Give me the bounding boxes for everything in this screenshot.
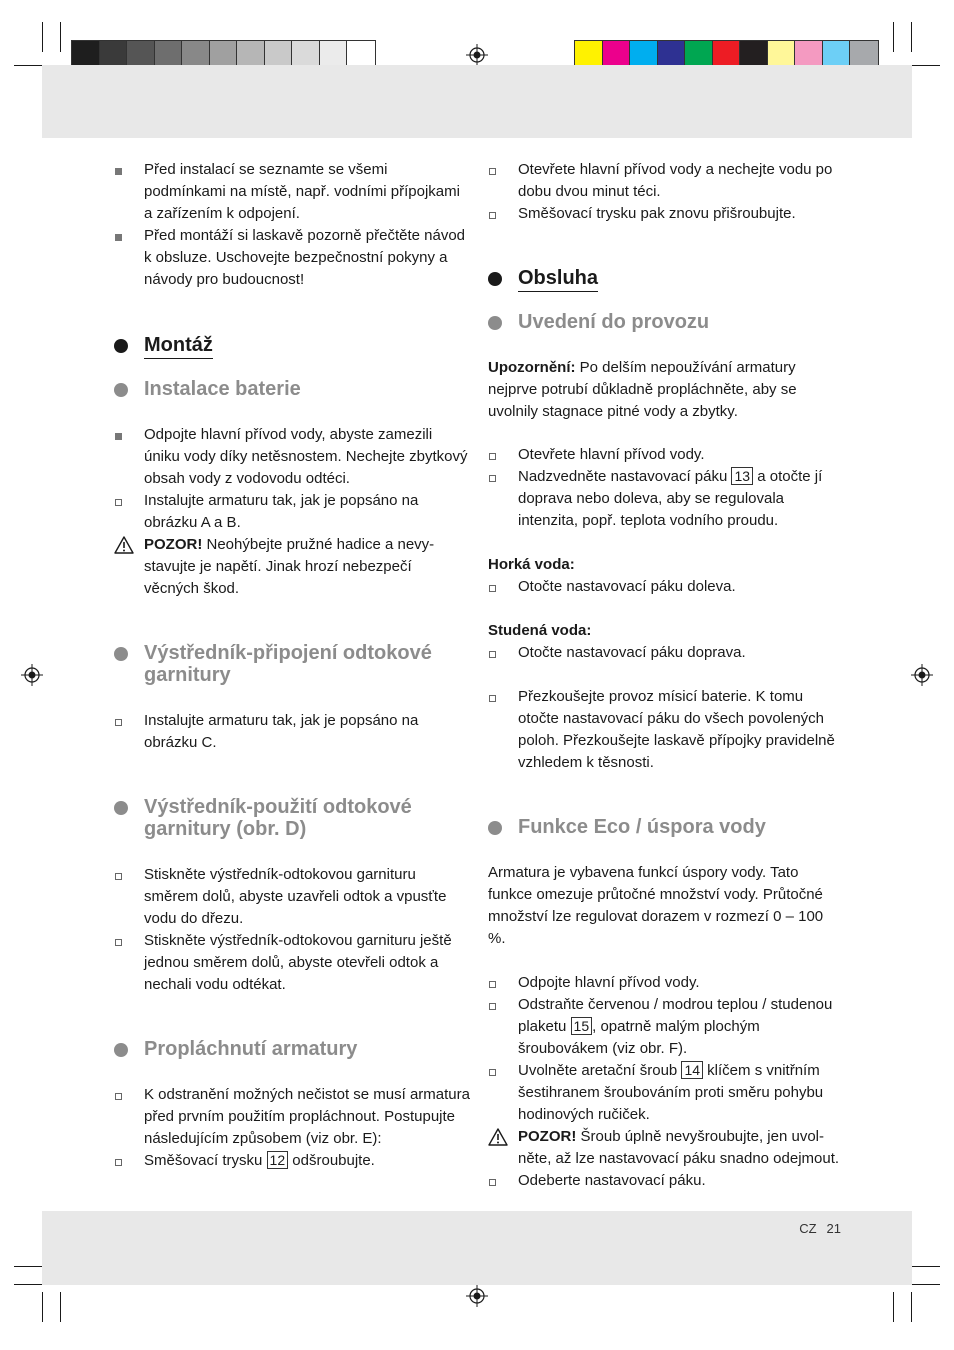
hot-water-label: Horká voda: [488, 556, 575, 573]
header-band [42, 65, 912, 138]
list-item: Před instalací se seznamte se všemi podmínkami na místě, např. vodními přípojkami a zařízením k odpojení. [114, 159, 470, 225]
list-item: Uvolněte aretační šroub 14 klíčem s vnitřním šestihranem šroubováním proti směru pohybu hodinových ručiček. [488, 1060, 844, 1126]
crop-mark [910, 65, 940, 66]
part-reference: 12 [267, 1151, 289, 1169]
subheading-pripojeni: Výstředník-připojení odtokové garnitury [114, 642, 470, 686]
list-item: Otočte nastavovací páku doleva. [488, 576, 844, 598]
list-item: Otevřete hlavní přívod vody. [488, 444, 844, 466]
subheading-eco: Funkce Eco / úspora vody [488, 816, 844, 838]
crop-mark [911, 22, 912, 52]
subheading-pouziti: Výstředník-použití odtokové garnitury (obr. D) [114, 796, 470, 840]
registration-mark-icon [21, 664, 43, 686]
list-item: Odpojte hlavní přívod vody. [488, 972, 844, 994]
crop-mark [911, 1292, 912, 1322]
list-item: Otočte nastavovací páku doprava. [488, 642, 844, 664]
registration-mark-icon [911, 664, 933, 686]
part-reference: 13 [731, 467, 753, 485]
part-reference: 15 [571, 1017, 593, 1035]
list-item: Směšovací trysku 12 odšroubujte. [114, 1150, 470, 1172]
eco-paragraph: Armatura je vybavena funkcí úspory vody. Tato funkce omezuje průtočné množství vody. Průtočné množství lze regulovat dorazem v rozmezí 0 – 100 %. [488, 864, 824, 947]
list-item: Stiskněte výstředník-odtokovou garnituru směrem dolů, abyste uzavřeli odtok a vpusťte vodu do dřezu. [114, 864, 470, 930]
cold-water-label: Studená voda: [488, 622, 592, 639]
list-item: Instalujte armaturu tak, jak je popsáno na obrázku A a B. [114, 490, 470, 534]
warning-triangle-icon [114, 536, 134, 554]
list-item: Stiskněte výstředník-odtokovou garnituru ještě jednou směrem dolů, abyste otevřeli odtok a nechali vodu odtékat. [114, 930, 470, 996]
crop-mark [60, 1292, 61, 1322]
section-heading-obsluha: Obsluha [488, 266, 844, 292]
list-item: Směšovací trysku pak znovu přišroubujte. [488, 203, 844, 225]
list-item: Přezkoušejte provoz mísicí baterie. K tomu otočte nastavovací páku do všech povolených poloh. Přezkoušejte laskavě přípojky pravidelně vzhledem k těsnosti. [488, 686, 844, 774]
registration-mark-icon [466, 44, 488, 66]
list-item: Odeberte nastavovací páku. [488, 1170, 844, 1192]
crop-mark [14, 1266, 44, 1267]
crop-mark [893, 22, 894, 52]
page-number: 21 [826, 1221, 841, 1236]
crop-mark [42, 22, 43, 52]
list-item: Před montáží si laskavě pozorně přečtěte návod k obsluze. Uschovejte bezpečnostní pokyny a návody pro budoucnost! [114, 225, 470, 291]
crop-mark [42, 1292, 43, 1322]
footer-band [42, 1211, 912, 1285]
page-footer [789, 1221, 841, 1236]
crop-mark [910, 1284, 940, 1285]
list-item: Nadzvedněte nastavovací páku 13 a otočte jí doprava nebo doleva, aby se regulovala intenzita, popř. teplota vodního proudu. [488, 466, 844, 532]
crop-mark [910, 1266, 940, 1267]
section-heading-montaz: Montáž [114, 333, 470, 359]
crop-mark [60, 22, 61, 52]
right-column [488, 159, 844, 1192]
warning-note: POZOR! Neohýbejte pružné hadice a nevy-stavujte je napětí. Jinak hrozí nebezpečí věcných škod. [114, 534, 470, 600]
list-item: Instalujte armaturu tak, jak je popsáno na obrázku C. [114, 710, 470, 754]
left-column [114, 159, 470, 1172]
footer-lang: CZ [799, 1221, 817, 1236]
subheading-proplachnuti: Propláchnutí armatury [114, 1038, 470, 1060]
warning-note: POZOR! Šroub úplně nevyšroubujte, jen uvol-něte, až lze nastavovací páku snadno odejmout. [488, 1126, 844, 1170]
part-reference: 14 [681, 1061, 703, 1079]
crop-mark [14, 65, 44, 66]
warning-triangle-icon [488, 1128, 508, 1146]
crop-mark [14, 1284, 44, 1285]
list-item: Otevřete hlavní přívod vody a nechejte vodu po dobu dvou minut téci. [488, 159, 844, 203]
list-item: Odpojte hlavní přívod vody, abyste zamezili úniku vody díky netěsnostem. Nechejte zbytkový obsah vody z vodovodu odtéci. [114, 424, 470, 490]
list-item: Odstraňte červenou / modrou teplou / studenou plaketu 15 , opatrně malým plochým šroubovákem (viz obr. F). [488, 994, 844, 1060]
subheading-instalace: Instalace baterie [114, 378, 470, 400]
subheading-uvedeni: Uvedení do provozu [488, 311, 844, 333]
registration-mark-icon [466, 1285, 488, 1307]
note-paragraph: Upozornění: Po delším nepoužívání armatury nejprve potrubí důkladně propláchněte, aby se uvolnily stagnace pitné vody a zbytky. [488, 359, 797, 420]
crop-mark [893, 1292, 894, 1322]
list-item: K odstranění možných nečistot se musí armatura před prvním použitím propláchnout. Postupujte následujícím způsobem (viz obr. E): [114, 1084, 470, 1150]
